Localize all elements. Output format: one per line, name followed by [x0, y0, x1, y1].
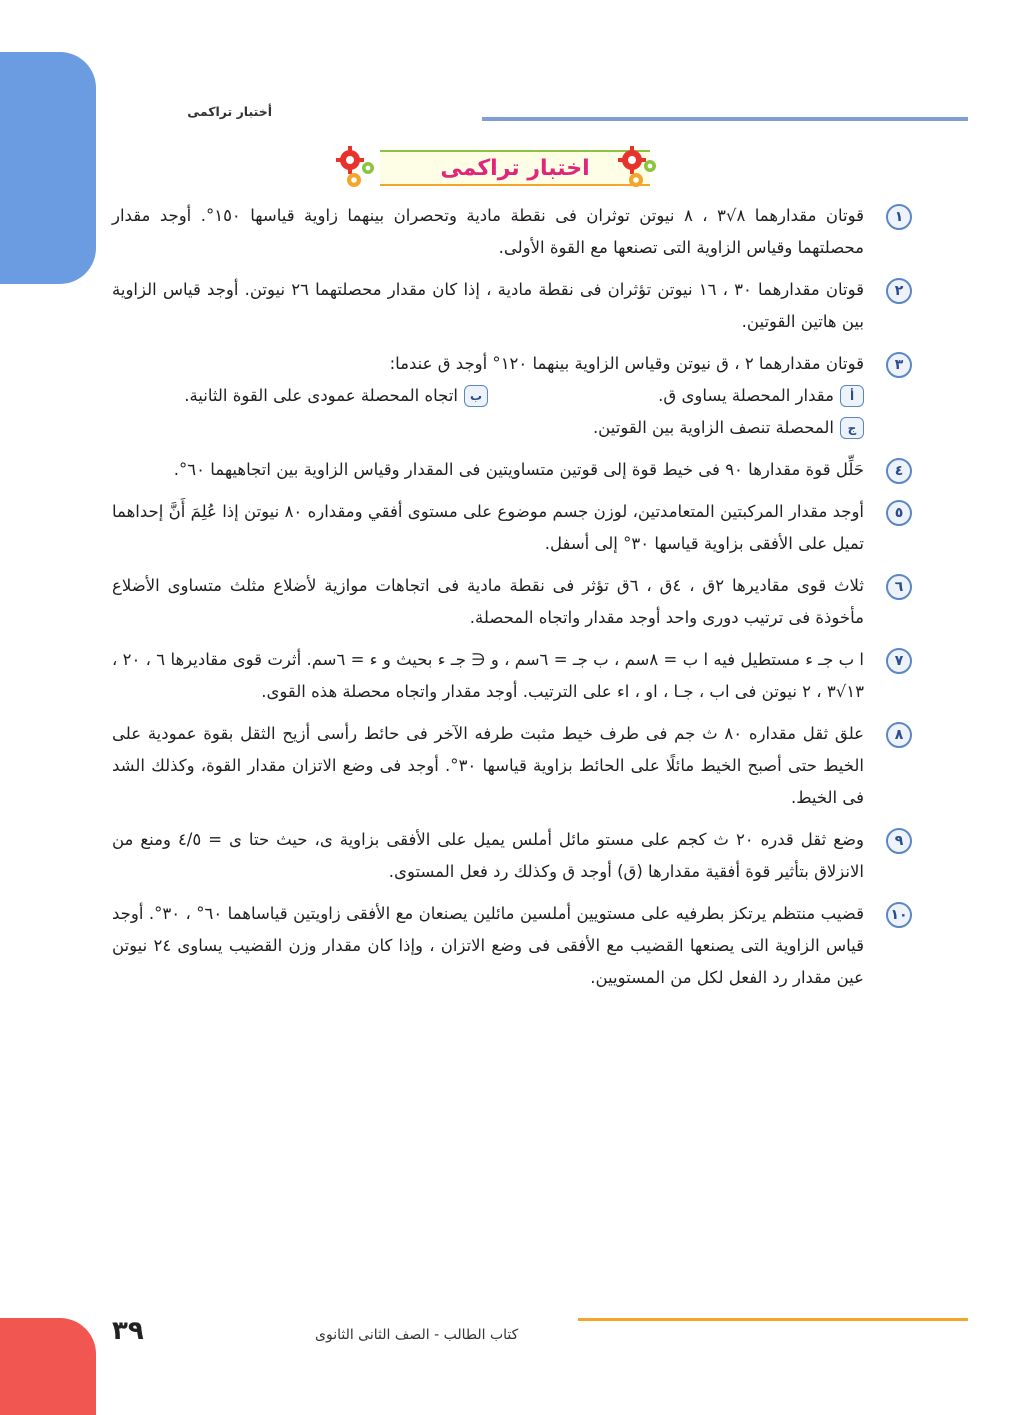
question-number: ١	[886, 204, 912, 230]
sub-letter: أ	[840, 385, 864, 407]
footer-divider	[578, 1318, 968, 1321]
question-text: أوجد مقدار المركبتين المتعامدتين، لوزن جسم موضوع على مستوى أفقي ومقداره ٨٠ نيوتن إذا عُلِمَ أَنَّ إحداهما تميل على الأفقى بزاوية قياسها ٣٠° إلى أسفل.	[112, 502, 864, 553]
question-5	[112, 496, 912, 560]
side-tab-bottom	[0, 1318, 96, 1415]
questions-list	[112, 200, 912, 1004]
gear-icon	[334, 146, 380, 190]
sub-items	[112, 380, 864, 444]
question-number: ٢	[886, 278, 912, 304]
question-10	[112, 898, 912, 994]
question-4	[112, 454, 912, 486]
question-text: قضيب منتظم يرتكز بطرفيه على مستويين أملسين مائلين يصنعان مع الأفقى زاويتين قياساهما ٦٠° ، ٣٠°. أوجد قياس الزاوية التى يصنعها القضيب مع الأفقى فى وضع الاتزان ، وإذا كان مقدار وزن القضيب يساوى ٢٤ نيوتن عين مقدار رد الفعل لكل من المستويين.	[112, 904, 864, 987]
page-number: ٣٩	[112, 1316, 144, 1346]
sub-text: مقدار المحصلة يساوى ق.	[658, 386, 834, 405]
question-text: وضع ثقل قدره ٢٠ ث كجم على مستو مائل أملس يميل على الأفقى بزاوية ى، حيث حتا ى = ٤/٥ ومنع من الانزلاق بتأثير قوة أفقية مقدارها (ق) أوجد ق وكذلك رد فعل المستوى.	[112, 830, 864, 881]
footer-title: كتاب الطالب - الصف الثانى الثانوى	[315, 1327, 519, 1343]
question-text: حَلِّل قوة مقدارها ٩٠ فى خيط قوة إلى قوتين متساويتين فى المقدار وقياس الزاوية بين اتجاهيهما ٦٠°.	[173, 460, 864, 479]
question-1	[112, 200, 912, 264]
title-banner	[330, 146, 700, 190]
sub-item-c	[112, 412, 864, 444]
section-label: أختبار تراكمى	[187, 104, 272, 119]
sub-item-a	[488, 380, 864, 412]
header-divider	[482, 117, 968, 121]
question-number: ٤	[886, 458, 912, 484]
question-number: ١٠	[886, 902, 912, 928]
gear-icon	[614, 146, 660, 190]
question-2	[112, 274, 912, 338]
question-7	[112, 644, 912, 708]
question-number: ٨	[886, 722, 912, 748]
question-number: ٥	[886, 500, 912, 526]
question-number: ٩	[886, 828, 912, 854]
side-tab-top	[0, 52, 96, 284]
sub-text: اتجاه المحصلة عمودى على القوة الثانية.	[184, 386, 458, 405]
sub-letter: ب	[464, 385, 488, 407]
question-number: ٧	[886, 648, 912, 674]
question-number: ٣	[886, 352, 912, 378]
question-9	[112, 824, 912, 888]
question-text: قوتان مقدارهما ٨√٣ ، ٨ نيوتن توثران فى نقطة مادية وتحصران بينهما زاوية قياسها ١٥٠°. أوجد مقدار محصلتهما وقياس الزاوية التى تصنعها مع القوة الأولى.	[112, 206, 865, 257]
question-6	[112, 570, 912, 634]
question-text: قوتان مقدارهما ٢ ، ق نيوتن وقياس الزاوية بينهما ١٢٠° أوجد ق عندما:	[389, 354, 864, 373]
sub-item-b	[112, 380, 488, 412]
sub-letter: ج	[840, 417, 864, 439]
question-8	[112, 718, 912, 814]
banner-title: اختبار تراكمى	[440, 155, 590, 181]
question-text: قوتان مقدارهما ٣٠ ، ١٦ نيوتن تؤثران فى نقطة مادية ، إذا كان مقدار محصلتهما ٢٦ نيوتن. أوجد قياس الزاوية بين هاتين القوتين.	[112, 280, 864, 331]
sub-text: المحصلة تنصف الزاوية بين القوتين.	[592, 418, 834, 437]
banner-frame	[380, 150, 650, 186]
question-text: ثلاث قوى مقاديرها ٢ق ، ٤ق ، ٦ق تؤثر فى نقطة مادية فى اتجاهات موازية لأضلاع مثلث متساوى الأضلاع مأخوذة فى ترتيب دورى واحد أوجد مقدار واتجاه المحصلة.	[112, 576, 864, 627]
question-text: علق ثقل مقداره ٨٠ ث جم فى طرف خيط مثبت طرفه الآخر فى حائط رأسى أزيح الثقل بقوة عمودية على الخيط حتى أصبح الخيط مائلًا على الحائط بزاوية قياسها ٣٠°. أوجد فى وضع الاتزان مقدار القوة، وكذلك الشد فى الخيط.	[112, 724, 865, 807]
question-number: ٦	[886, 574, 912, 600]
question-3	[112, 348, 912, 444]
question-text: ا ب جـ ء مستطيل فيه ا ب = ٨سم ، ب جـ = ٦سم ، و ∈ جـ ء بحيث و ء = ٦سم. أثرت قوى مقاديرها ٦ ، ٢٠ ، ١٣√٣ ، ٢ نيوتن فى اب ، جـا ، او ، اء على الترتيب. أوجد مقدار واتجاه محصلة هذه القوى.	[112, 650, 864, 701]
